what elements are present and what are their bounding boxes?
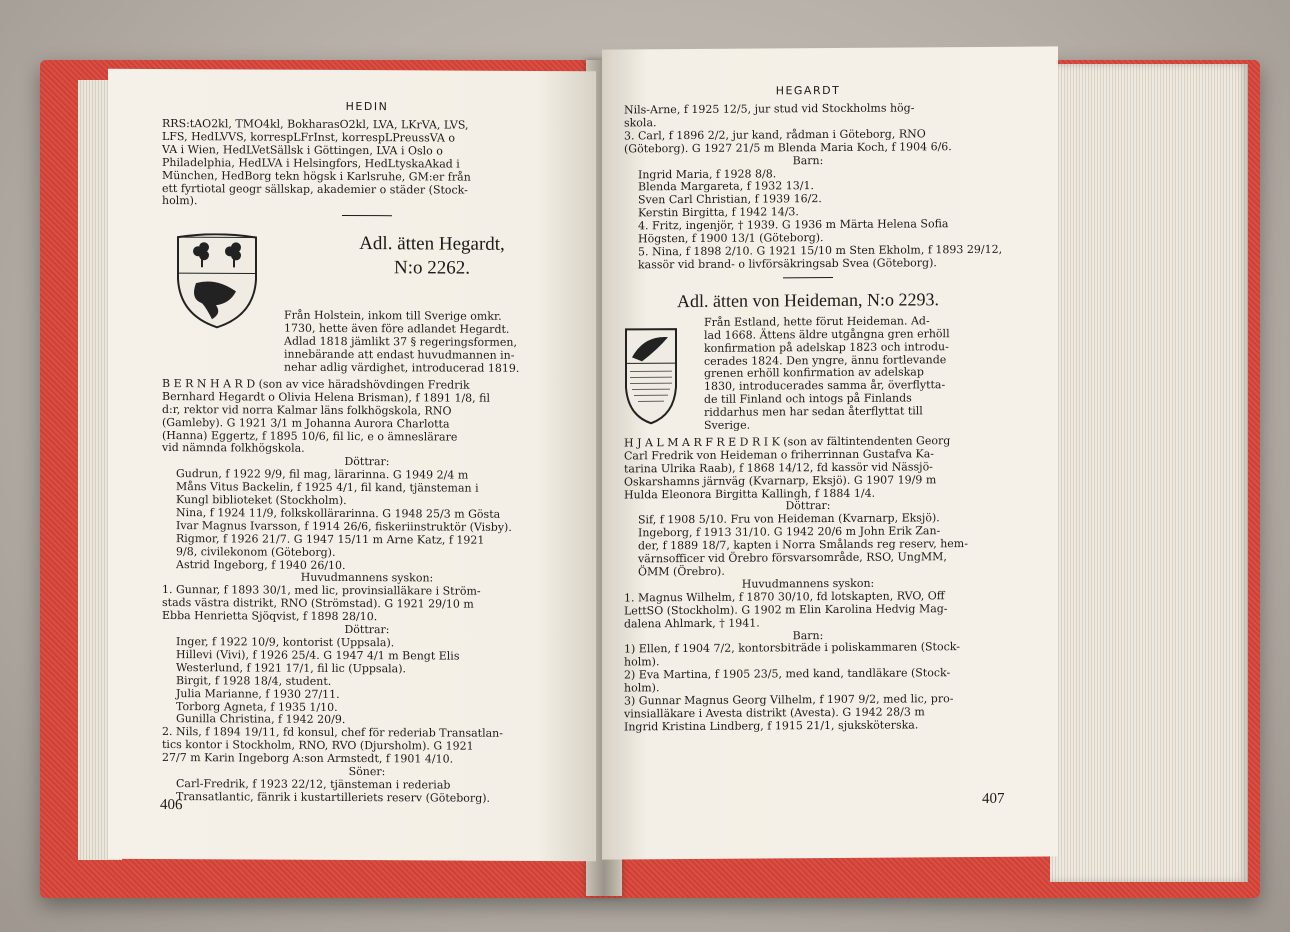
text-line: 27/7 m Karin Ingeborg A:son Armstedt, f 1901 4/10. [162, 751, 454, 766]
children-list [624, 641, 992, 734]
text-line: riddarhus men har sedan återflyttat till [704, 404, 923, 420]
top-lines [624, 102, 992, 156]
section-heading: Döttrar: [344, 455, 390, 469]
section-heading: Döttrar: [785, 499, 831, 513]
text-line: 9/8, civilekonom (Göteborg). [176, 544, 336, 559]
section-heading: Huvudmannens syskon: [741, 576, 875, 591]
text-line: d:r, rektor vid norra Kalmar läns folkhögskola, RNO [162, 402, 452, 418]
text-line: Hulda Eleonora Birgitta Kallingh, f 1884 1/4. [624, 486, 876, 502]
text-line: Ivar Magnus Ivarsson, f 1914 26/6, fiskeriinstruktör (Visby). [176, 518, 512, 534]
daughters-list [162, 636, 572, 728]
sibling-entry [624, 590, 992, 631]
intro-text [162, 118, 572, 210]
divider [783, 277, 833, 278]
text-line: de till Finland och intogs på Finlands [704, 391, 912, 407]
text-line: Från Estland, hette förut Heideman. Ad- [704, 314, 930, 329]
right-page [602, 46, 1058, 859]
family-title: Adl. ätten von Heideman, N:o 2293. [677, 289, 939, 311]
divider [342, 215, 392, 216]
left-page [108, 69, 596, 862]
text-line: holm). [624, 655, 660, 669]
text-line: Westerlund, f 1921 17/1, fil lic (Uppsala). [176, 660, 406, 676]
text-line: (Göteborg). G 1927 21/5 m Blenda Maria Koch, f 1904 6/6. [624, 139, 952, 156]
text-line: der, f 1889 18/7, kapten i Norra Smålands reg reserv, hem- [638, 537, 968, 553]
text-line: Måns Vitus Backelin, f 1925 4/1, fil kand, tjänsteman i [176, 480, 479, 495]
text-line: Bernhard Hegardt o Olivia Helena Brisman), f 1891 1/8, fil [162, 389, 490, 405]
text-line: (Gamleby). G 1921 3/1 m Johanna Aurora Charlotta [162, 415, 450, 431]
coat-of-arms-heideman-icon [624, 327, 678, 425]
text-line: ÖMM (Örebro). [638, 564, 725, 579]
text-line: värnsofficer vid Örebro försvarsområde, RSO, UngMM, [638, 550, 947, 566]
text-line: Carl-Fredrik, f 1923 22/12, tjänsteman i rederiab [176, 777, 451, 792]
main-entry [162, 378, 572, 458]
children-list [624, 166, 1003, 272]
main-entry [624, 435, 992, 502]
text-line: Carl Fredrik von Heideman o friherrinnan Gustafva Ka- [624, 447, 935, 463]
section-heading: Barn: [792, 153, 824, 167]
text-line: Sverige. [704, 418, 751, 432]
text-line: 2. Nils, f 1894 19/11, fd konsul, chef för rederiab Transatlan- [162, 725, 503, 741]
page-number: 406 [160, 796, 183, 814]
family-description [624, 315, 992, 434]
text-line: Gunilla Christina, f 1942 20/9. [176, 712, 346, 727]
text-line: Kungl biblioteket (Stockholm). [176, 493, 347, 508]
text-line: Blenda Margareta, f 1932 13/1. [638, 179, 814, 194]
daughters-list [624, 512, 992, 579]
text-line: 1730, hette även före adlandet Hegardt. [284, 321, 510, 337]
text-line: 1830, introducerades samma år, överflytta- [704, 378, 946, 394]
text-line: H J A L M A R F R E D R I K (son av fältintendenten Georg [624, 434, 951, 450]
sibling-entry [162, 726, 572, 767]
page-edges-right [1050, 64, 1248, 882]
text-line: Birgit, f 1928 18/4, student. [176, 673, 332, 688]
text-line: B E R N H A R D (son av vice häradshövdingen Fredrik [162, 376, 470, 392]
text-line: Nils-Arne, f 1925 12/5, jur stud vid Stockholms hög- [624, 101, 915, 117]
text-line: Adlad 1818 jämlikt 37 § regeringsformen, [284, 334, 517, 350]
text-line: holm). [162, 194, 198, 208]
text-line: innebärande att endast huvudmannen in- [284, 347, 515, 362]
text-line: Julia Marianne, f 1930 27/11. [176, 686, 340, 701]
text-line: Ingeborg, f 1913 31/10. G 1942 20/6 m John Erik Zan- [638, 524, 941, 540]
sibling-entry [162, 584, 572, 625]
page-number: 407 [982, 790, 1005, 807]
section-heading: Söner: [348, 765, 386, 779]
text-line: München, HedBorg tekn högsk i Karlsruhe, GM:er från [162, 168, 471, 184]
text-line: Ebba Henrietta Sjöqvist, f 1898 28/10. [162, 609, 378, 624]
text-line: nehar adlig värdighet, introducerad 1819. [284, 360, 520, 375]
text-line: Högsten, f 1900 13/1 (Göteborg). [638, 231, 824, 246]
text-line: 4. Fritz, ingenjör, † 1939. G 1936 m Märta Helena Sofia [638, 217, 949, 233]
text-line: Hillevi (Vivi), f 1926 25/4. G 1947 4/1 m Bengt Elis [176, 647, 460, 663]
text-line: Ingrid Maria, f 1928 8/8. [638, 166, 777, 181]
text-line: Transatlantic, fänrik i kustartilleriets reserv (Göteborg). [176, 789, 491, 805]
text-line: konfirmation på adelskap 1823 och introdu- [704, 339, 949, 355]
text-line: Sif, f 1908 5/10. Fru von Heideman (Kvarnarp, Eksjö). [638, 511, 940, 527]
text-line: Torborg Agneta, f 1935 1/10. [176, 699, 338, 714]
sons-list [162, 778, 572, 806]
text-line: holm). [624, 681, 660, 695]
text-line: Oskarshamns järnväg (Kvarnarp, Eksjö). G 1907 19/9 m [624, 472, 937, 489]
text-line: grenen erhöll konfirmation av adelskap [704, 365, 924, 381]
text-line: 5. Nina, f 1898 2/10. G 1921 15/10 m Sten Ekholm, f 1893 29/12, [638, 242, 1003, 259]
text-line: Gudrun, f 1922 9/9, fil mag, lärarinna. G 1949 2/4 m [176, 467, 469, 482]
coat-of-arms-hegardt-icon [176, 233, 258, 329]
section-heading: Barn: [792, 628, 824, 642]
text-line: 1. Gunnar, f 1893 30/1, med lic, provinsialläkare i Ström- [162, 583, 481, 599]
running-header: HEGARDT [775, 83, 841, 98]
text-line: 1. Magnus Wilhelm, f 1870 30/10, fd lotskapten, RVO, Off [624, 589, 945, 605]
text-line: dalena Ahlmark, † 1941. [624, 616, 760, 631]
family-number: N:o 2262. [394, 257, 470, 279]
text-line: Inger, f 1922 10/9, kontorist (Uppsala). [176, 635, 395, 650]
text-line: lad 1668. Ättens äldre utgångna gren erhöll [704, 326, 950, 342]
text-line: Astrid Ingeborg, f 1940 26/10. [176, 557, 346, 572]
text-line: Ingrid Kristina Lindberg, f 1915 21/1, sjuksköterska. [624, 718, 919, 734]
text-line: ett fyrtiotal geogr sällskap, akademier o städer (Stock- [162, 181, 468, 197]
text-line: vid nämnda folkhögskola. [162, 441, 305, 456]
family-title: Adl. ätten Hegardt, [359, 233, 505, 256]
text-line: 2) Eva Martina, f 1905 23/5, med kand, tandläkare (Stock- [624, 666, 951, 682]
text-line: vinsialläkare i Avesta distrikt (Avesta). G 1942 28/3 m [624, 705, 925, 721]
text-line: tics kontor i Stockholm, RNO, RVO (Djursholm). G 1921 [162, 738, 474, 753]
section-heading: Döttrar: [344, 623, 390, 637]
text-line: VA i Wien, HedLVetSällsk i Göttingen, LVA i Oslo o [162, 142, 443, 158]
text-line: Rigmor, f 1926 21/7. G 1947 15/11 m Arne Katz, f 1921 [176, 531, 485, 547]
text-line: 3. Carl, f 1896 2/2, jur kand, rådman i Göteborg, RNO [624, 127, 926, 143]
text-line: (Hanna) Eggertz, f 1895 10/6, fil lic, e o ämneslärare [162, 428, 458, 444]
text-line: Nina, f 1924 11/9, folkskollärarinna. G 1948 25/3 m Gösta [176, 506, 501, 521]
text-line: 3) Gunnar Magnus Georg Vilhelm, f 1907 9/2, med lic, pro- [624, 692, 954, 708]
section-heading: Huvudmannens syskon: [300, 571, 434, 585]
text-line: Kerstin Birgitta, f 1942 14/3. [638, 205, 799, 220]
text-line: Från Holstein, inkom till Sverige omkr. [284, 308, 502, 324]
text-line: LFS, HedLVVS, korrespLFrInst, korrespLPreussVA o [162, 129, 456, 145]
text-line: skola. [624, 116, 657, 130]
text-line: stads västra distrikt, RNO (Strömstad). G 1921 29/10 m [162, 596, 474, 611]
text-line: tarina Ulrika Raab), f 1868 14/12, fd kassör vid Nässjö- [624, 460, 933, 476]
text-line: RRS:tAO2kl, TMO4kl, BokharasO2kl, LVA, LKrVA, LVS, [162, 117, 469, 132]
text-line: Sven Carl Christian, f 1939 16/2. [638, 192, 822, 207]
text-line: cerades 1824. Den yngre, ännu fortlevande [704, 352, 947, 368]
text-line: kassör vid brand- o livförsäkringsab Svea (Göteborg). [638, 256, 937, 272]
running-header: HEDIN [345, 99, 389, 114]
daughters-list [162, 468, 572, 573]
text-line: LettSO (Stockholm). G 1902 m Elin Karolina Hedvig Mag- [624, 601, 948, 618]
text-line: Philadelphia, HedLVA i Helsingfors, HedLtyskaAkad i [162, 155, 460, 171]
text-line: 1) Ellen, f 1904 7/2, kontorsbiträde i poliskammaren (Stock- [624, 640, 960, 656]
